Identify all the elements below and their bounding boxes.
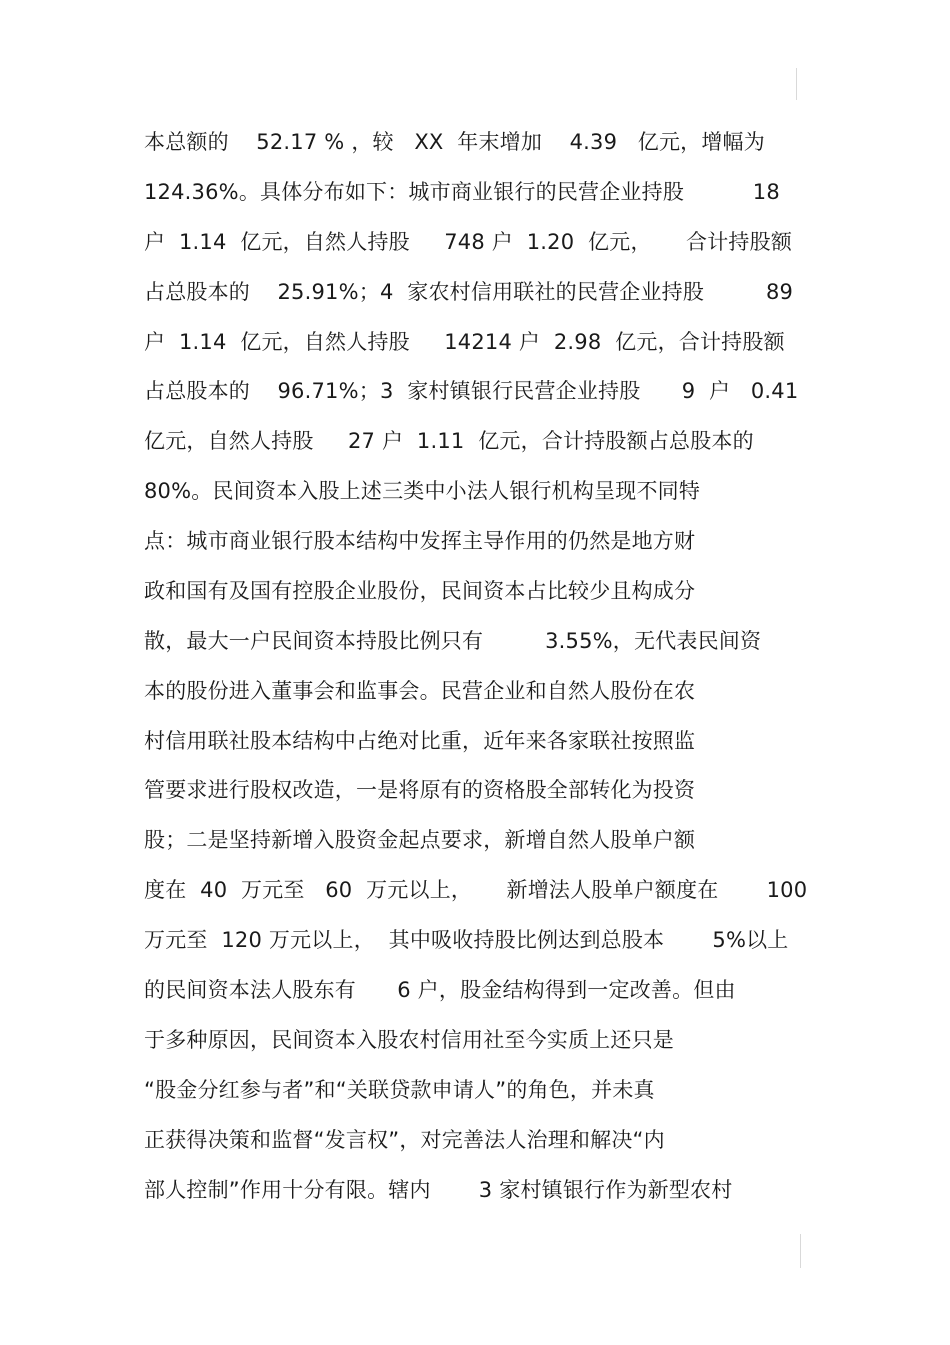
text-line: 户 1.14 亿元，自然人持股 748 户 1.20 亿元， 合计持股额	[144, 230, 793, 254]
text-line: 户 1.14 亿元，自然人持股 14214 户 2.98 亿元，合计持股额	[144, 330, 785, 354]
text-line: 股；二是坚持新增入股资金起点要求，新增自然人股单户额	[144, 828, 696, 852]
page-corner-mark-bottom	[800, 1234, 801, 1268]
text-line: 的民间资本法人股东有 6 户，股金结构得到一定改善。但由	[144, 978, 736, 1002]
text-line: 政和国有及国有控股企业股份，民间资本占比较少且构成分	[144, 579, 696, 603]
text-line: 点：城市商业银行股本结构中发挥主导作用的仍然是地方财	[144, 529, 696, 553]
text-line: 度在 40 万元至 60 万元以上， 新增法人股单户额度在 100	[144, 878, 808, 902]
text-line: 占总股本的 25.91%；4 家农村信用联社的民营企业持股 89	[144, 280, 794, 304]
text-line: 部人控制”作用十分有限。辖内 3 家村镇银行作为新型农村	[144, 1178, 733, 1202]
text-line: 亿元，自然人持股 27 户 1.11 亿元，合计持股额占总股本的	[144, 429, 754, 453]
text-line: 124.36%。具体分布如下：城市商业银行的民营企业持股 18	[144, 180, 780, 204]
text-line: 管要求进行股权改造，一是将原有的资格股全部转化为投资	[144, 778, 696, 802]
text-line: 正获得决策和监督“发言权”，对完善法人治理和解决“内	[144, 1128, 665, 1152]
text-line: “股金分红参与者”和“关联贷款申请人”的角色，并未真	[144, 1078, 655, 1102]
text-line: 于多种原因，民间资本入股农村信用社至今实质上还只是	[144, 1028, 674, 1052]
text-line: 80%。民间资本入股上述三类中小法人银行机构呈现不同特	[144, 479, 701, 503]
text-line: 村信用联社股本结构中占绝对比重，近年来各家联社按照监	[144, 729, 696, 753]
page-corner-mark-top	[796, 68, 797, 100]
text-line: 散，最大一户民间资本持股比例只有 3.55%，无代表民间资	[144, 629, 762, 653]
text-line: 本总额的 52.17 % ，较 XX 年末增加 4.39 亿元，增幅为	[144, 130, 765, 154]
text-line: 本的股份进入董事会和监事会。民营企业和自然人股份在农	[144, 679, 696, 703]
text-line: 万元至 120 万元以上， 其中吸收持股比例达到总股本 5%以上	[144, 928, 789, 952]
text-line: 占总股本的 96.71%；3 家村镇银行民营企业持股 9 户 0.41	[144, 379, 799, 403]
